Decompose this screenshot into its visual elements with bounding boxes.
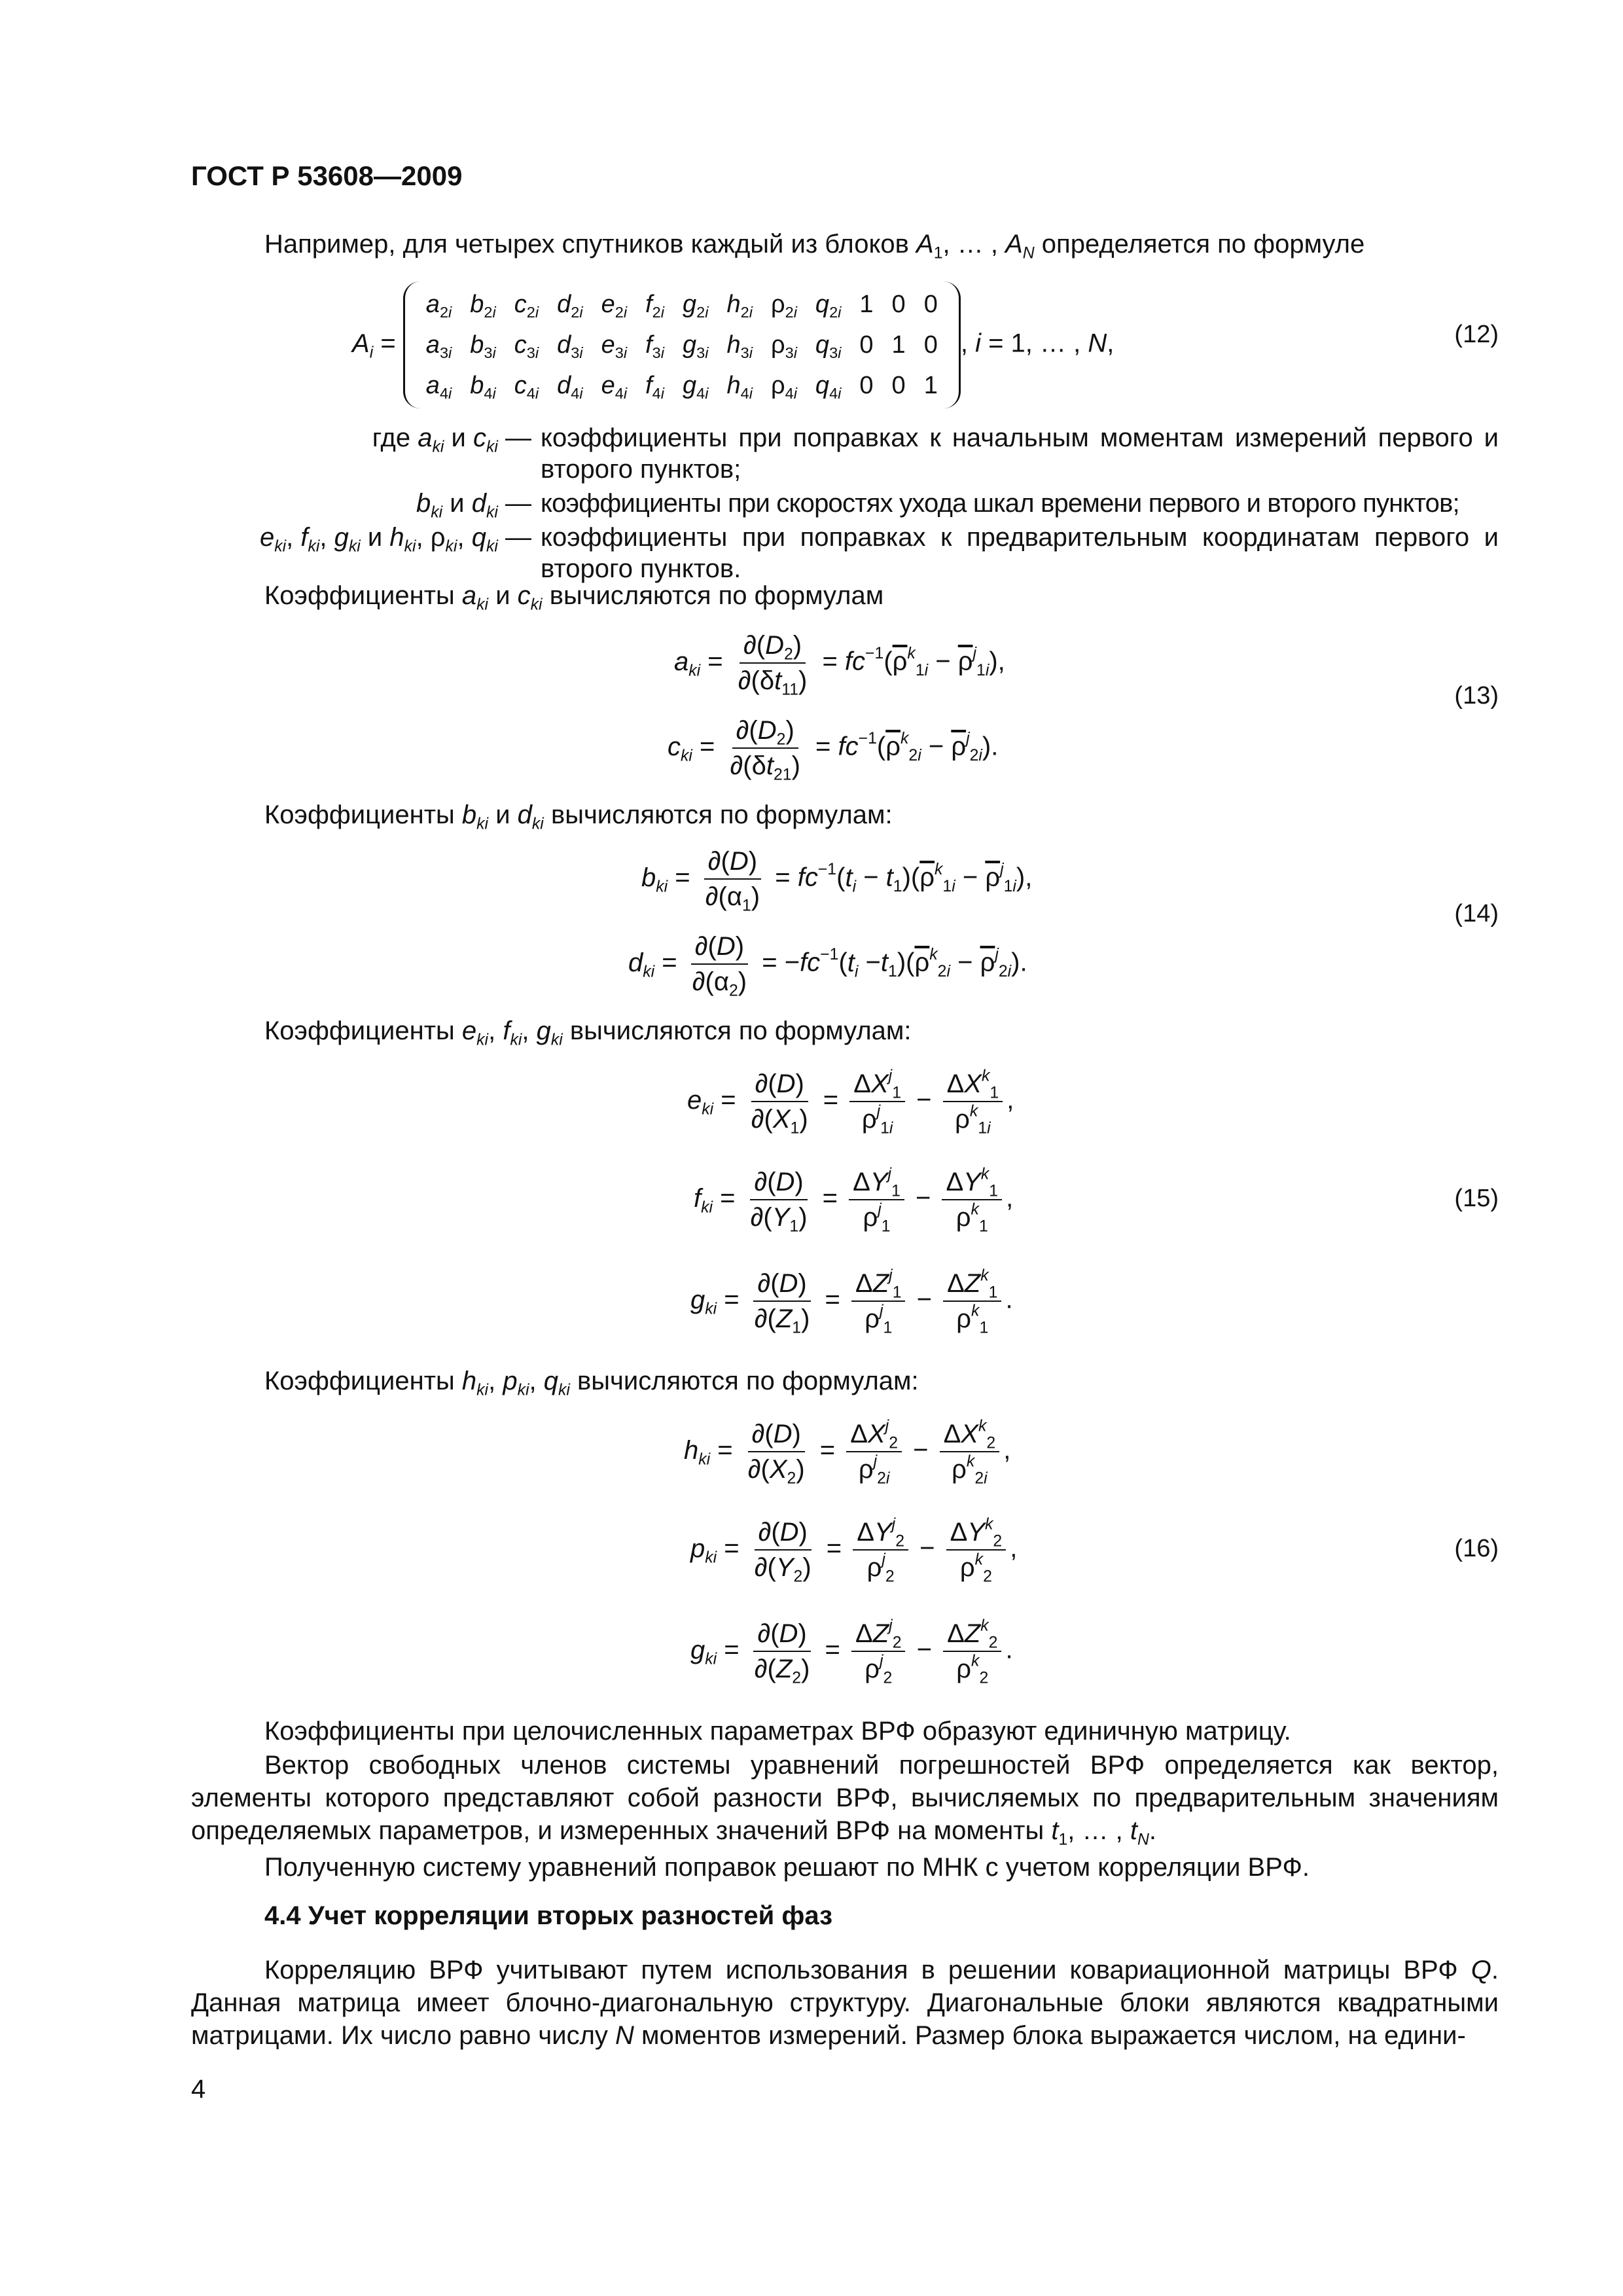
equation-13c: $c_{ki}$ = $\frac{\partial(D_2)}{\partial(\delta t_{21})}$ = $fc^{-1}(\overline{\rho}^k_{2i} - \overline{\rho}^j_{2i})$.	[668, 713, 998, 783]
equation-14b: $b_{ki}$ = $\frac{\partial(D)}{\partial(\alpha_1)}$ = $fc^{-1}(t_i - t_1)(\overline{\rho}^k_{1i} - \overline{\rho}^j_{1i})$,	[641, 844, 1032, 914]
equation-number-14: (14)	[1454, 900, 1499, 927]
definition-desc: коэффициенты при поправках к предварительным координатам первого и второго пунктов.	[541, 523, 1499, 583]
definition-row	[191, 422, 1499, 485]
equation-14d: $d_{ki}$ = $\frac{\partial(D)}{\partial(\alpha_2)}$ = $-fc^{-1}(t_i -t_1)(\overline{\rho}^k_{2i} - \overline{\rho}^j_{2i})$.	[628, 929, 1027, 999]
section-heading-4-4: 4.4 Учет корреляции вторых разностей фаз	[264, 1901, 832, 1930]
definitions-list	[191, 422, 1499, 584]
paragraph-free-terms: Вектор свободных членов системы уравнений погрешностей ВРФ определяется как вектор, элементы которого представляют собой разности ВРФ, вычисляемых по предварительным значениям определяемых параметров, и измеренных значений ВРФ на моменты $t_1$, … , $t_N$.	[191, 1751, 1499, 1849]
equation-13a: $a_{ki}$ = $\frac{\partial(D_2)}{\partial(\delta t_{11})}$ = $fc^{-1}(\overline{\rho}^k_{1i} - \overline{\rho}^j_{1i})$,	[674, 628, 1005, 698]
equation-number-15: (15)	[1454, 1185, 1499, 1212]
definition-term: где $a_{ki}$ и $c_{ki}$ —	[372, 423, 531, 456]
equation-number-16: (16)	[1454, 1535, 1499, 1562]
definition-desc: коэффициенты при скоростях ухода шкал времени первого и второго пунктов;	[541, 489, 1459, 518]
definition-row	[191, 488, 1499, 522]
equation-16g: $g_{ki}$ = $\frac{\partial(D)}{\partial(Z_2)}$ = $\frac{\Delta Z^j_2}{\rho^j_2}$ − $\frac{\Delta Z^k_2}{\rho^k_2}$ .	[690, 1617, 1013, 1687]
paragraph-identity: Коэффициенты при целочисленных параметрах ВРФ образуют единичную матрицу.	[264, 1717, 1291, 1746]
page-number: 4	[191, 2075, 206, 2104]
equation-16p: $p_{ki}$ = $\frac{\partial(D)}{\partial(Y_2)}$ = $\frac{\Delta Y^j_2}{\rho^j_2}$ − $\frac{\Delta Y^k_2}{\rho^k_2}$ ,	[690, 1515, 1018, 1586]
paragraph-16-intro: Коэффициенты $h_{ki}$, $p_{ki}$, $q_{ki}$ вычисляются по формулам:	[264, 1367, 919, 1399]
matrix-block	[403, 281, 961, 408]
definition-desc: коэффициенты при поправках к начальным моментам измерений первого и второго пунктов;	[541, 423, 1499, 484]
definition-term: $e_{ki}$, $f_{ki}$, $g_{ki}$ и $h_{ki}$, $\rho_{ki}$, $q_{ki}$ —	[259, 523, 531, 556]
definition-row	[191, 522, 1499, 584]
matrix-table: $a_{2i}$ $b_{2i}$ $c_{2i}$ $d_{2i}$ $e_{2i}$ $f_{2i}$ $g_{2i}$ $h_{2i}$ $\rho_{2i}$ $q_{2i}$ 1 0 0 $a_{3i}$ $b_{3i}$ $c_{3i}$ $d_{3i}$ $e_{3i}$ $f_{3i}$ $g_{3i}$ $h_{3i}$ $\rho_{3i}$ $q_{3i}$ 0 1 0 $a_{4i}$ $b_{4i}$ $c_{4i}$ $d_{4i}$ $e_{4i}$ $f_{4i}$ $g_{4i}$ $h_{4i}$ $\rho_{4i}$ $q_{4i}$ 0 0 1	[425, 290, 938, 402]
definition-term: $b_{ki}$ и $d_{ki}$ —	[416, 489, 531, 522]
paragraph-14-intro: Коэффициенты $b_{ki}$ и $d_{ki}$ вычисляются по формулам:	[264, 800, 893, 833]
equation-15f: $f_{ki}$ = $\frac{\partial(D)}{\partial(Y_1)}$ = $\frac{\Delta Y^j_1}{\rho^j_1}$ − $\frac{\Delta Y^k_1}{\rho^k_1}$ ,	[694, 1165, 1014, 1236]
equation-number-13: (13)	[1454, 682, 1499, 709]
intro-paragraph: Например, для четырех спутников каждый из блоков $A_1$, … , $A_N$ определяется по формуле	[264, 230, 1365, 262]
paragraph-13-intro: Коэффициенты $a_{ki}$ и $c_{ki}$ вычисляются по формулам	[264, 581, 884, 614]
paragraph-solution: Полученную систему уравнений поправок решают по МНК с учетом корреляции ВРФ.	[264, 1853, 1310, 1882]
equation-15e: $e_{ki}$ = $\frac{\partial(D)}{\partial(X_1)}$ = $\frac{\Delta X^j_1}{\rho^j_{1i}}$ − $\frac{\Delta X^k_1}{\rho^k_{1i}}$ ,	[687, 1067, 1014, 1138]
equation-16h: $h_{ki}$ = $\frac{\partial(D)}{\partial(X_2)}$ = $\frac{\Delta X^j_2}{\rho^j_{2i}}$ − $\frac{\Delta X^k_2}{\rho^k_{2i}}$ ,	[684, 1417, 1011, 1488]
equation-12: $A_i$ = $a_{2i}$ $b_{2i}$ $c_{2i}$ $d_{2i}$ $e_{2i}$ $f_{2i}$ $g_{2i}$ $h_{2i}$ $\rho_{2i}$ $q_{2i}$ 1 0 0 $a_{3i}$ $b_{3i}$ $c_{3i}$ $d_{3i}$ $e_{3i}$ $f_{3i}$ $g_{3i}$ $h_{3i}$ $\rho_{3i}$ $q_{3i}$ 0 1 0 $a_{4i}$ $b_{4i}$ $c_{4i}$ $d_{4i}$ $e_{4i}$ $f_{4i}$ $g_{4i}$ $h_{4i}$ $\rho_{4i}$ $q_{4i}$ 0 0 1 , i = 1, … , N,	[352, 281, 1114, 408]
paragraph-correlation: Корреляцию ВРФ учитывают путем использования в решении ковариационной матрицы ВРФ Q. Данная матрица имеет блочно-диагональную структуру. Диагональные блоки являются квадратными матрицами. Их число равно числу N моментов измерений. Размер блока выражается числом, на едини-	[191, 1956, 1499, 2050]
document-header: ГОСТ Р 53608—2009	[191, 160, 463, 191]
equation-15g: $g_{ki}$ = $\frac{\partial(D)}{\partial(Z_1)}$ = $\frac{\Delta Z^j_1}{\rho^j_1}$ − $\frac{\Delta Z^k_1}{\rho^k_1}$ .	[690, 1266, 1013, 1337]
equation-number-12: (12)	[1454, 321, 1499, 348]
paragraph-15-intro: Коэффициенты $e_{ki}$, $f_{ki}$, $g_{ki}$ вычисляются по формулам:	[264, 1016, 912, 1049]
